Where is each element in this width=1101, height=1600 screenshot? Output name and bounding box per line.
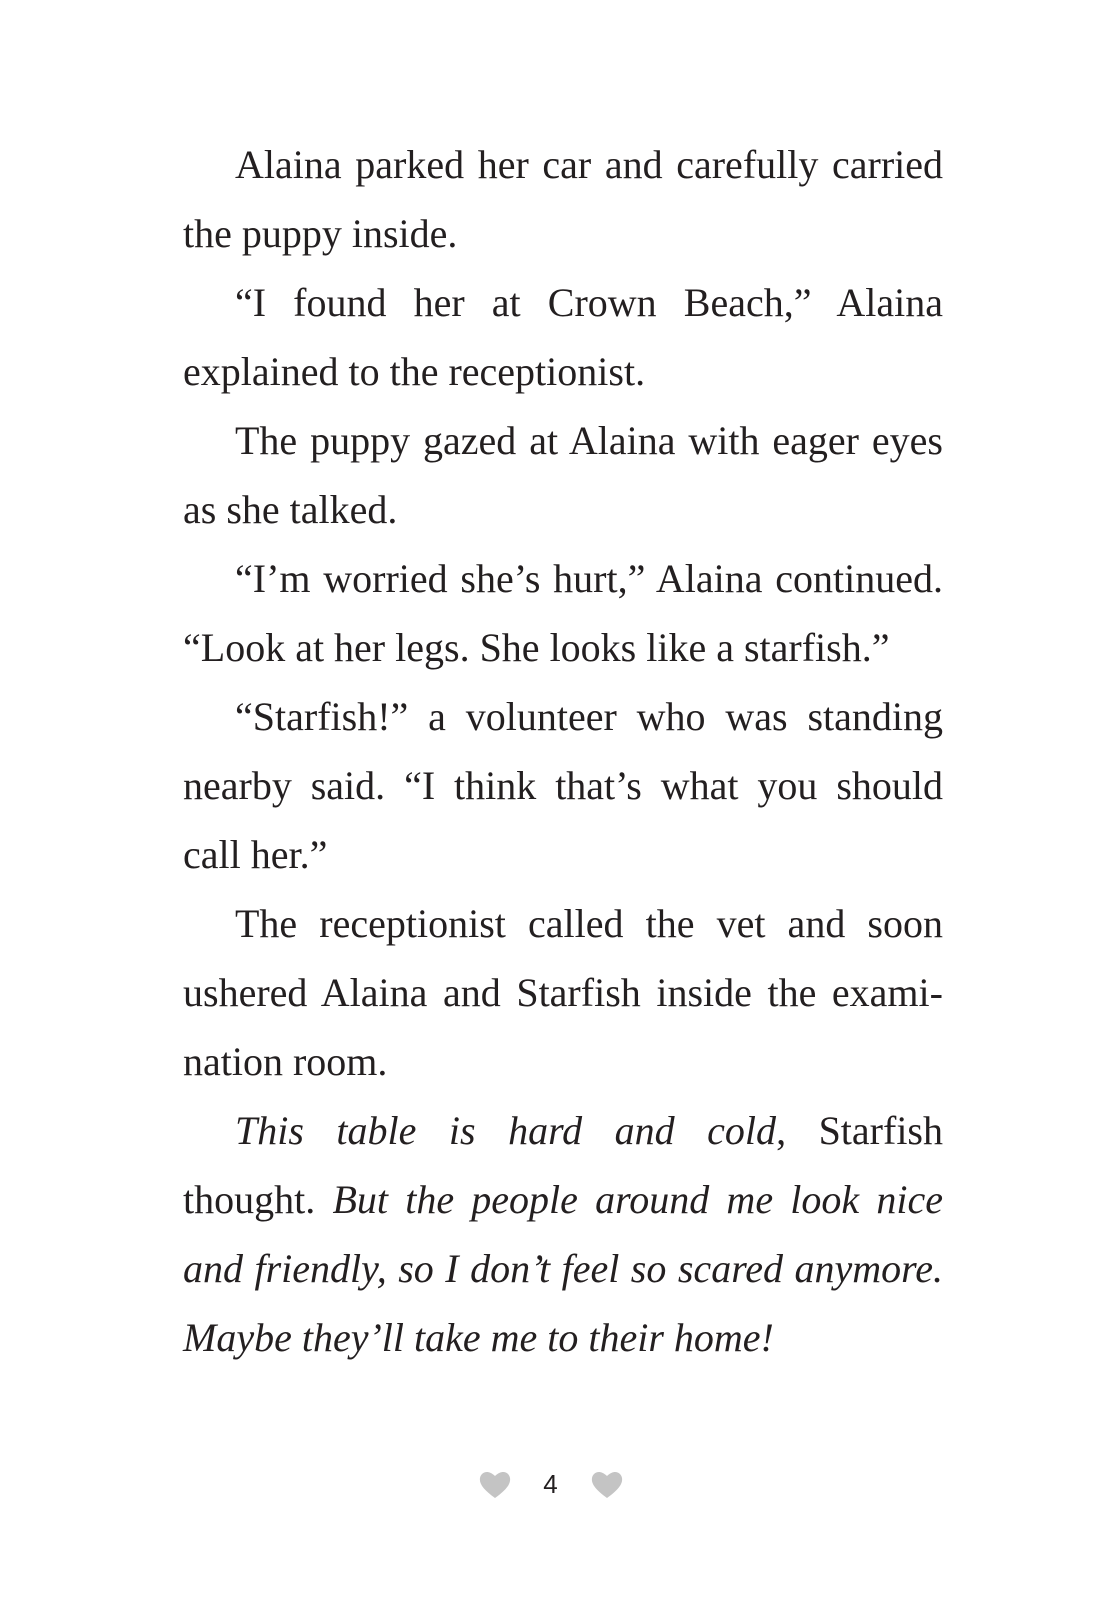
paragraph-3-text: The puppy gazed at Alaina with eager eyes as she talked. (183, 418, 943, 532)
paragraph-6-text: The receptionist called the vet and soon ushered Alaina and Starfish inside the examination room. (183, 901, 943, 1084)
paragraph-6 (183, 889, 943, 1096)
paragraph-2 (183, 268, 943, 406)
paragraph-1-text: Alaina parked her car and carefully carried the puppy inside. (183, 142, 943, 256)
paragraph-7-narration: , Starfish thought. (183, 1108, 943, 1222)
paragraph-7-thought-part1: This table is hard and cold (235, 1108, 777, 1153)
page-footer (0, 1460, 1101, 1508)
paragraph-5 (183, 682, 943, 889)
paragraph-7 (183, 1096, 943, 1372)
paragraph-1 (183, 130, 943, 268)
paragraph-4-text: “I’m worried she’s hurt,” Alaina continued. “Look at her legs. She looks like a starfish.” (183, 556, 943, 670)
paragraph-2-text: “I found her at Crown Beach,” Alaina explained to the receptionist. (183, 280, 943, 394)
heart-left-shape (479, 1472, 509, 1498)
page-number: 4 (543, 1469, 558, 1499)
body-text (183, 130, 943, 1372)
paragraph-3 (183, 406, 943, 544)
heart-right-shape (591, 1472, 621, 1498)
paragraph-5-text: “Starfish!” a volunteer who was standing nearby said. “I think that’s what you should call her.” (183, 694, 943, 877)
paragraph-7-thought-part2: But the people around me look nice and friendly, so I don’t feel so scared anymore. Maybe they’ll take me to their home! (183, 1177, 943, 1360)
heart-left-icon (478, 1469, 512, 1499)
heart-right-icon (590, 1469, 624, 1499)
paragraph-4 (183, 544, 943, 682)
